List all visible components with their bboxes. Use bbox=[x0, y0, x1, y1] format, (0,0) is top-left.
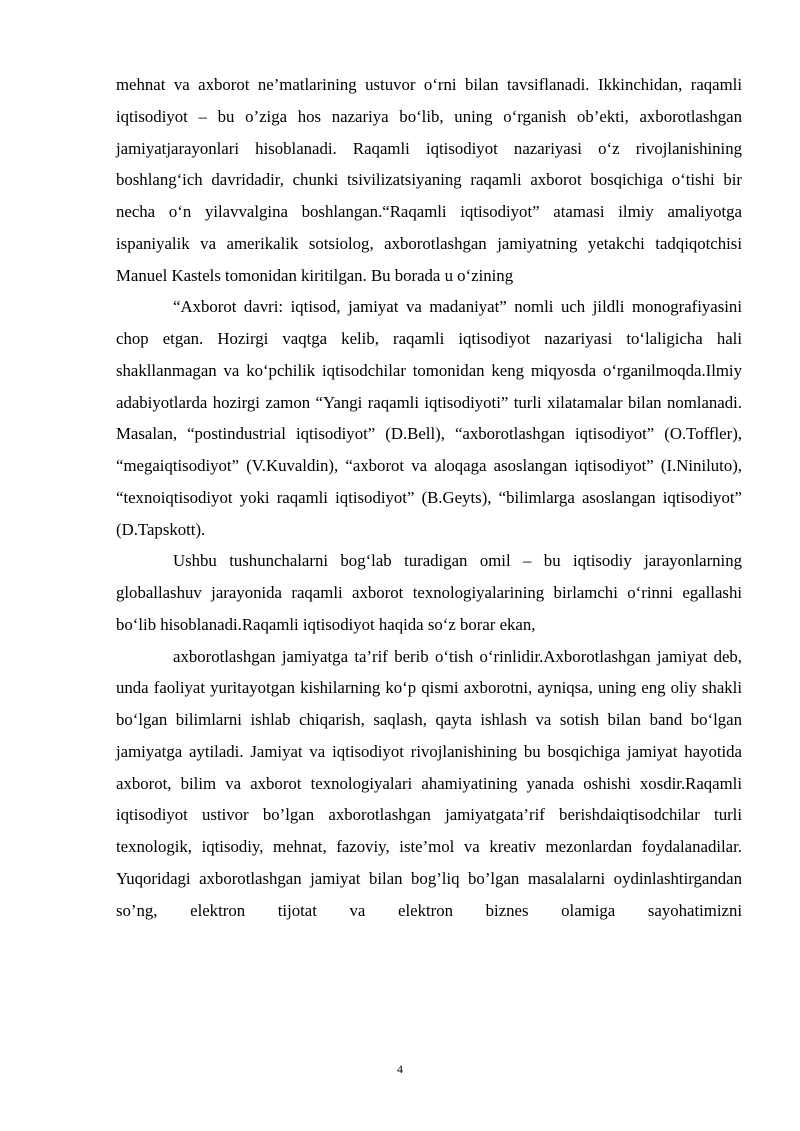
document-body bbox=[116, 69, 742, 926]
paragraph-3: Ushbu tushunchalarni bog‘lab turadigan omil – bu iqtisodiy jarayonlarning globallashuv jarayonida raqamli axborot texnologiyalarining birlamchi o‘rinni egallashi bo‘lib hisoblanadi.Raqamli iqtisodiyot haqida so‘z borar ekan, bbox=[116, 551, 742, 634]
paragraph-1: mehnat va axborot ne’matlarining ustuvor o‘rni bilan tavsiflanadi. Ikkinchidan, raqamli iqtisodiyot – bu o’ziga hos nazariya bo‘lib, uning o‘rganish ob’ekti, axborotlashgan jamiyatjarayonlari hisoblanadi. Raqamli iqtisodiyot nazariyasi o‘z rivojlanishining boshlang‘ich davridadir, chunki tsivilizatsiyaning raqamli axborot bosqichiga o‘tishi bir necha o‘n yilavvalgina boshlangan.“Raqamli iqtisodiyot” atamasi ilmiy amaliyotga ispaniyalik va amerikalik sotsiolog, axborotlashgan jamiyatning yetakchi tadqiqotchisi Manuel Kastels tomonidan kiritilgan. Bu borada u o‘zining bbox=[116, 75, 742, 285]
page-number: 4 bbox=[397, 1062, 403, 1076]
paragraph-2: “Axborot davri: iqtisod, jamiyat va madaniyat” nomli uch jildli monografiyasini chop etgan. Hozirgi vaqtga kelib, raqamli iqtisodiyot nazariyasi to‘laligicha hali shakllanmagan va ko‘pchilik iqtisodchilar tomonidan keng miqyosda o‘rganilmoqda.Ilmiy adabiyotlarda hozirgi zamon “Yangi raqamli iqtisodiyoti” turli xilatamalar bilan nomlanadi. Masalan, “postindustrial iqtisodiyot” (D.Bell), “axborotlashgan iqtisodiyot” (O.Toffler), “megaiqtisodiyot” (V.Kuvaldin), “axborot va aloqaga asoslangan iqtisodiyot” (I.Niniluto), “texnoiqtisodiyot yoki raqamli iqtisodiyot” (B.Geyts), “bilimlarga asoslangan iqtisodiyot” (D.Tapskott). bbox=[116, 297, 742, 539]
paragraph-4: axborotlashgan jamiyatga ta’rif berib o‘tish o‘rinlidir.Axborotlashgan jamiyat deb, unda faoliyat yuritayotgan kishilarning ko‘p qismi axborotni, ayniqsa, uning eng oliy shakli bo‘lgan bilimlarni ishlab chiqarish, saqlash, qayta ishlash va sotish bilan band bo‘lgan jamiyatga aytiladi. Jamiyat va iqtisodiyot rivojlanishining bu bosqichiga jamiyat hayotida axborot, bilim va axborot texnologiyalari ahamiyatining yanada oshishi xosdir.Raqamli iqtisodiyot ustivor bo’lgan axborotlashgan jamiyatgata’rif berishdaiqtisodchilar turli texnologik, iqtisodiy, mehnat, fazoviy, iste’mol va kreativ mezonlardan foydalanadilar. Yuqoridagi axborotlashgan jamiyat bilan bog’liq bo’lgan masalalarni oydinlashtirgandan so’ng, elektron tijotat va elektron biznes olamiga sayohatimizni bbox=[116, 646, 742, 920]
